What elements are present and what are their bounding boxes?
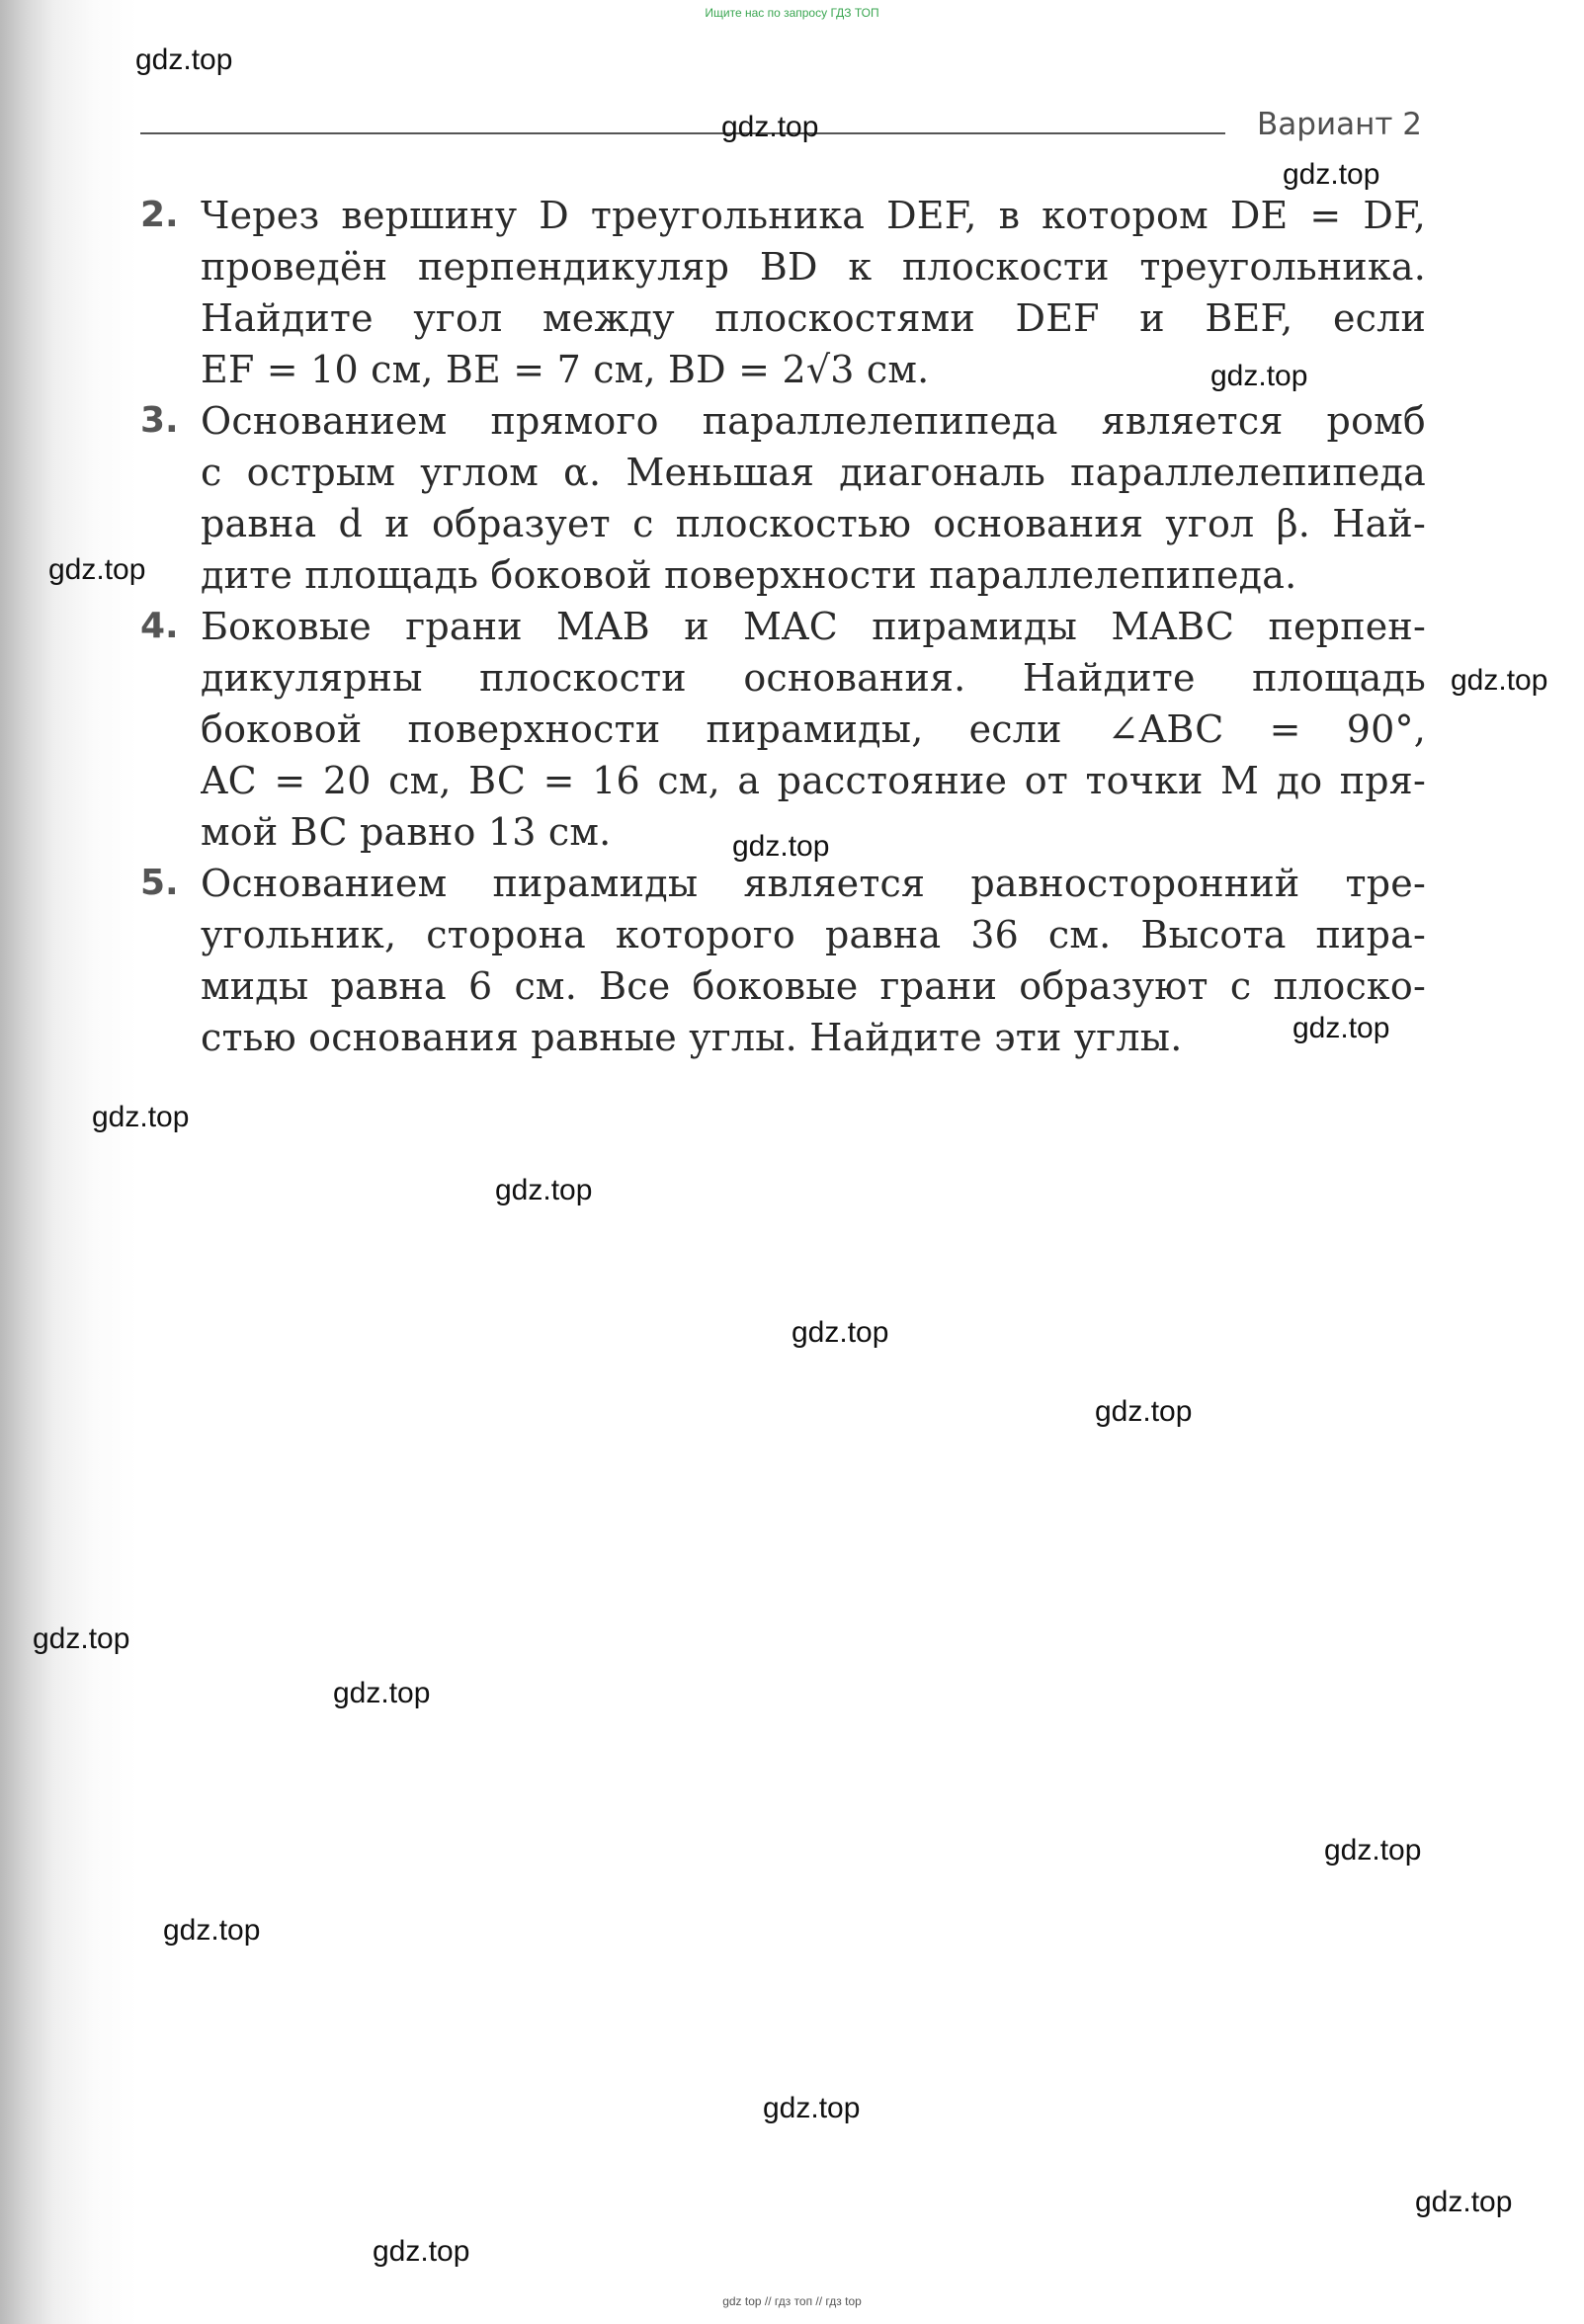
problem-line: с острым углом α. Меньшая диагональ параллелепипеда xyxy=(201,451,1426,494)
watermark: gdz.top xyxy=(1415,2186,1513,2218)
problem-5 xyxy=(140,858,1425,1063)
problem-line: Через вершину D треугольника DEF, в котором DE = DF, xyxy=(201,194,1426,237)
watermark: gdz.top xyxy=(1292,1012,1390,1044)
problem-line: дите площадь боковой поверхности параллелепипеда. xyxy=(201,553,1297,597)
problem-line: Основанием прямого параллелепипеда является ромб xyxy=(201,399,1426,443)
problem-number: 3. xyxy=(140,400,179,441)
watermark: gdz.top xyxy=(792,1316,889,1349)
watermark: gdz.top xyxy=(732,830,830,863)
problem-line: дикулярны плоскости основания. Найдите площадь xyxy=(201,656,1426,700)
problem-line: Боковые грани MAB и MAC пирамиды MABC перпен- xyxy=(201,605,1426,648)
variant-label: Вариант 2 xyxy=(1257,107,1422,142)
watermark: gdz.top xyxy=(721,111,819,143)
problem-line: Найдите угол между плоскостями DEF и BEF, если xyxy=(201,296,1426,340)
watermark: gdz.top xyxy=(135,43,233,76)
watermark: gdz.top xyxy=(163,1914,261,1947)
problem-4 xyxy=(140,601,1425,858)
problem-line: боковой поверхности пирамиды, если ∠ABC = 90°, xyxy=(201,707,1426,751)
watermark: gdz.top xyxy=(495,1174,593,1206)
watermark: gdz.top xyxy=(48,553,146,586)
problem-number: 5. xyxy=(140,863,179,903)
watermark: gdz.top xyxy=(33,1622,130,1655)
watermark: gdz.top xyxy=(763,2092,861,2124)
header-rule xyxy=(140,132,1225,134)
top-banner: Ищите нас по запросу ГДЗ ТОП xyxy=(705,6,879,20)
watermark: gdz.top xyxy=(1324,1834,1422,1867)
problem-line: EF = 10 см, BE = 7 см, BD = 2√3 см. xyxy=(201,348,930,391)
problem-line: AC = 20 см, BC = 16 см, а расстояние от точки M до пря- xyxy=(201,759,1426,802)
problem-line: угольник, сторона которого равна 36 см. Высота пира- xyxy=(201,913,1426,956)
watermark: gdz.top xyxy=(1451,664,1548,697)
problem-list xyxy=(140,190,1425,1063)
problem-line: Основанием пирамиды является равносторонний тре- xyxy=(201,862,1426,905)
problem-line: стью основания равные углы. Найдите эти углы. xyxy=(201,1016,1183,1059)
watermark: gdz.top xyxy=(1095,1395,1193,1428)
problem-line: проведён перпендикуляр BD к плоскости треугольника. xyxy=(201,245,1426,289)
problem-line: мой BC равно 13 см. xyxy=(201,810,612,854)
watermark: gdz.top xyxy=(1283,158,1380,191)
watermark: gdz.top xyxy=(92,1101,190,1133)
problem-line: миды равна 6 см. Все боковые грани образуют с плоско- xyxy=(201,964,1426,1008)
problem-number: 4. xyxy=(140,606,179,646)
problem-number: 2. xyxy=(140,195,179,235)
problem-3 xyxy=(140,395,1425,601)
footer: gdz top // гдз топ // гдз top xyxy=(722,2294,862,2308)
problem-line: равна d и образует с плоскостью основания угол β. Най- xyxy=(201,502,1426,545)
watermark: gdz.top xyxy=(1210,360,1308,392)
watermark: gdz.top xyxy=(333,1677,431,1709)
watermark: gdz.top xyxy=(373,2235,470,2268)
